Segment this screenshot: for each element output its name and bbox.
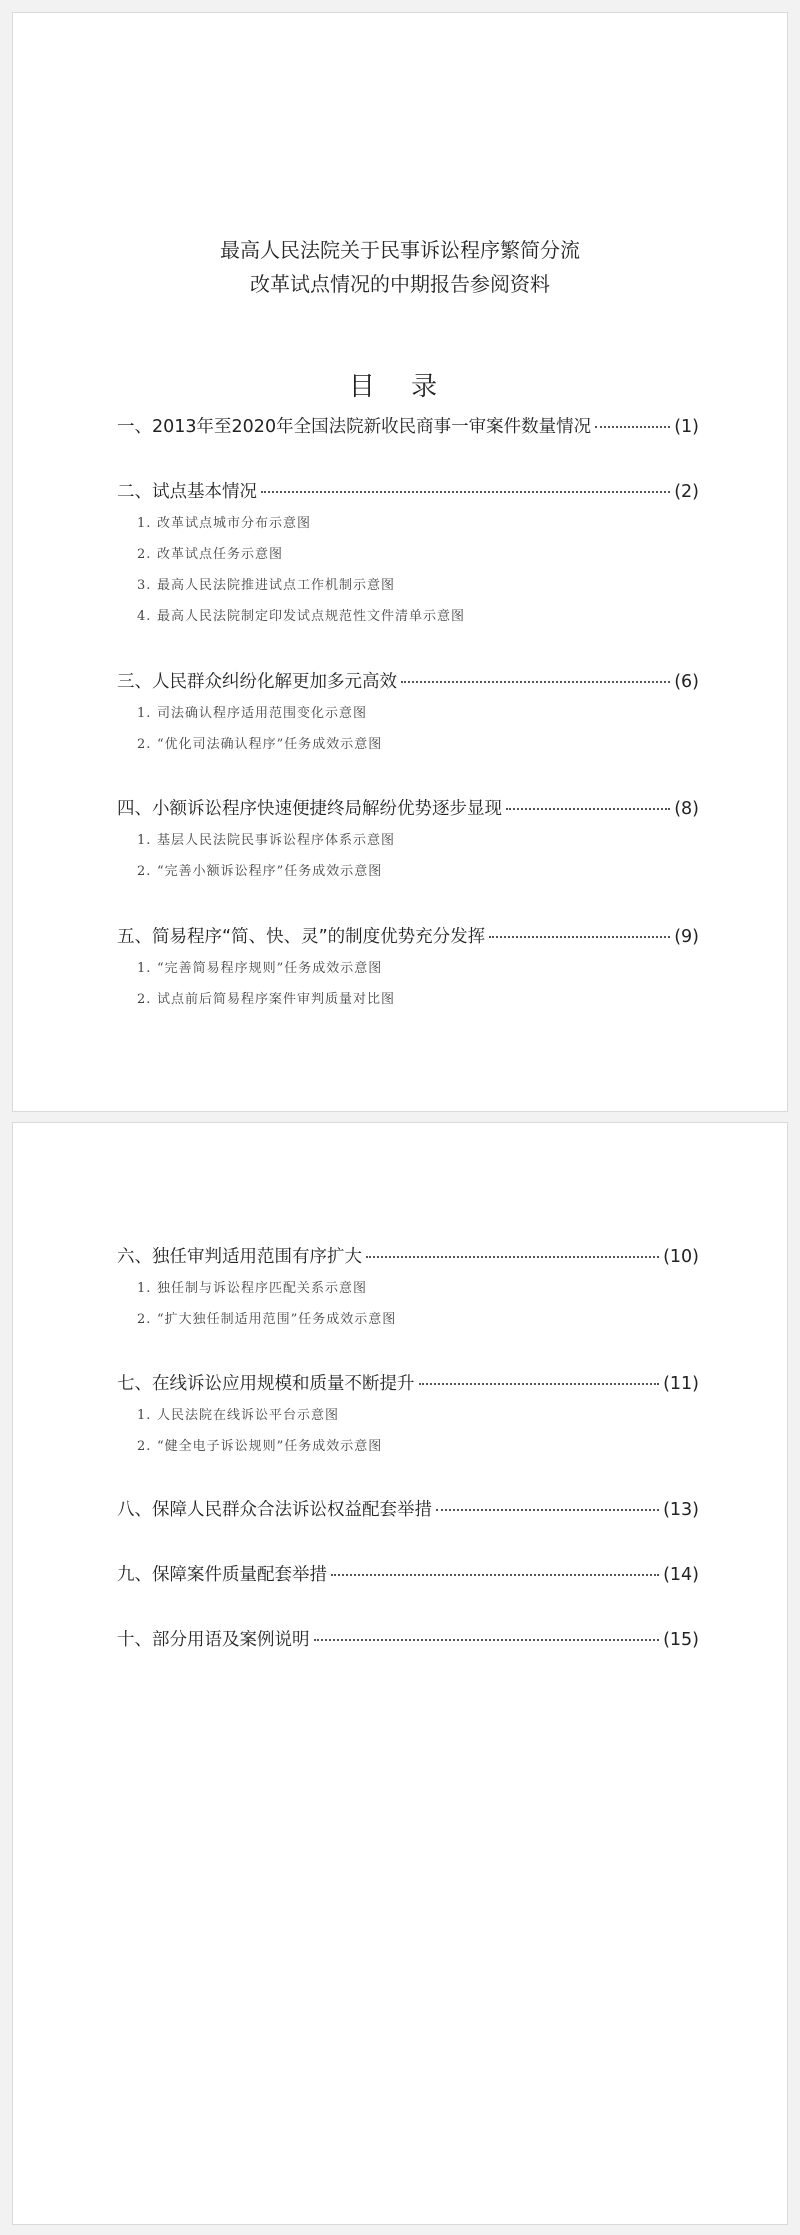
toc-sub-item-number: 4. [137,609,152,624]
toc-sub-item[interactable] [137,1273,699,1304]
toc-section-4 [117,795,699,887]
toc-entry[interactable] [117,923,699,953]
toc-sub-item[interactable] [137,856,699,887]
toc-entry[interactable] [117,1496,699,1526]
document-title-line-1: 最高人民法院关于民事诉讼程序繁简分流 [220,238,580,262]
toc-entry-title: 二、试点基本情况 [117,482,257,502]
toc-entry-page: (14) [663,1565,699,1585]
toc-sub-item[interactable] [137,953,699,984]
document-page-2 [12,1122,788,2225]
toc-sub-item-text: 独任制与诉讼程序匹配关系示意图 [157,1281,368,1296]
toc-entry[interactable] [117,413,699,443]
toc-section-5 [117,923,699,1015]
dot-leader [331,1574,659,1576]
dot-leader [595,426,670,428]
toc-sub-item-number: 2. [137,547,152,562]
dot-leader [366,1256,659,1258]
toc-sub-item-number: 2. [137,737,152,752]
document-page-1 [12,12,788,1112]
toc-sub-item-number: 1. [137,961,152,976]
toc-sub-item-text: “完善小额诉讼程序”任务成效示意图 [157,864,383,879]
toc-sub-item-number: 1. [137,706,152,721]
toc-section-9 [117,1561,699,1591]
toc-sub-item-number: 2. [137,992,152,1007]
toc-sub-item-number: 3. [137,578,152,593]
toc-sub-item[interactable] [137,729,699,760]
dot-leader [401,681,670,683]
toc-sub-list [117,953,699,1015]
toc-sub-list [117,698,699,760]
toc-entry-title: 八、保障人民群众合法诉讼权益配套举措 [117,1500,432,1520]
toc-section-2 [117,478,699,632]
dot-leader [436,1509,659,1511]
toc-sub-item-text: “完善简易程序规则”任务成效示意图 [157,961,383,976]
toc-sub-item-number: 2. [137,864,152,879]
toc-entry[interactable] [117,795,699,825]
toc-sub-item-text: 最高人民法院推进试点工作机制示意图 [157,578,396,593]
toc-section-10 [117,1626,699,1656]
toc-sub-item-number: 2. [137,1312,152,1327]
toc-sub-item[interactable] [137,508,699,539]
toc-sub-item-text: 司法确认程序适用范围变化示意图 [157,706,368,721]
toc-sub-item[interactable] [137,1431,699,1462]
toc-sub-item-number: 1. [137,1281,152,1296]
toc-sub-list [117,825,699,887]
toc-sub-item[interactable] [137,570,699,601]
toc-sub-item-text: 改革试点城市分布示意图 [157,516,312,531]
toc-entry-page: (8) [674,799,699,819]
dot-leader [419,1383,660,1385]
dot-leader [489,936,670,938]
toc-sub-item-text: 试点前后简易程序案件审判质量对比图 [157,992,396,1007]
toc-sub-list [117,1400,699,1462]
toc-entry-page: (10) [663,1247,699,1267]
document-title-line-2: 改革试点情况的中期报告参阅资料 [250,272,550,296]
toc-entry-page: (9) [674,927,699,947]
toc-sub-item[interactable] [137,825,699,856]
toc-section-1 [117,413,699,443]
toc-entry-page: (11) [663,1374,699,1394]
toc-entry-page: (6) [674,672,699,692]
toc-entry[interactable] [117,1626,699,1656]
toc-entry-title: 九、保障案件质量配套举措 [117,1565,327,1585]
toc-entry-page: (15) [663,1630,699,1650]
toc-sub-item[interactable] [137,1304,699,1335]
toc-sub-item-text: 最高人民法院制定印发试点规范性文件清单示意图 [157,609,466,624]
toc-sub-list [117,1273,699,1335]
toc-sub-item[interactable] [137,601,699,632]
toc-sub-item-text: 改革试点任务示意图 [157,547,284,562]
toc-section-6 [117,1243,699,1335]
toc-sub-item-text: “扩大独任制适用范围”任务成效示意图 [157,1312,397,1327]
toc-sub-item-number: 1. [137,1408,152,1423]
toc-entry-title: 七、在线诉讼应用规模和质量不断提升 [117,1374,415,1394]
toc-sub-item-text: 基层人民法院民事诉讼程序体系示意图 [157,833,396,848]
dot-leader [314,1639,660,1641]
toc-entry-page: (13) [663,1500,699,1520]
dot-leader [506,808,670,810]
toc-sub-item[interactable] [137,1400,699,1431]
dot-leader [261,491,670,493]
toc-entry[interactable] [117,1561,699,1591]
toc-sub-item-text: “健全电子诉讼规则”任务成效示意图 [157,1439,383,1454]
toc-entry[interactable] [117,668,699,698]
toc-entry[interactable] [117,1243,699,1273]
toc-section-7 [117,1370,699,1462]
toc-sub-item[interactable] [137,698,699,729]
toc-entry-title: 一、2013年至2020年全国法院新收民商事一审案件数量情况 [117,417,592,437]
toc-sub-item-number: 2. [137,1439,152,1454]
toc-entry-title: 五、简易程序“简、快、灵”的制度优势充分发挥 [117,927,486,947]
toc-entry-page: (1) [674,417,699,437]
toc-heading: 目 录 [348,372,452,402]
toc-entry[interactable] [117,1370,699,1400]
document-title [13,233,787,301]
toc-sub-item[interactable] [137,539,699,570]
toc-entry-title: 四、小额诉讼程序快速便捷终局解纷优势逐步显现 [117,799,502,819]
toc-entry-title: 三、人民群众纠纷化解更加多元高效 [117,672,397,692]
toc-sub-list [117,508,699,632]
toc-sub-item-text: “优化司法确认程序”任务成效示意图 [157,737,383,752]
toc-sub-item-text: 人民法院在线诉讼平台示意图 [157,1408,340,1423]
toc-entry-page: (2) [674,482,699,502]
toc-entry-title: 六、独任审判适用范围有序扩大 [117,1247,362,1267]
toc-sub-item[interactable] [137,984,699,1015]
toc-sub-item-number: 1. [137,833,152,848]
toc-entry[interactable] [117,478,699,508]
toc-entry-title: 十、部分用语及案例说明 [117,1630,310,1650]
toc-section-8 [117,1496,699,1526]
toc-section-3 [117,668,699,760]
toc-sub-item-number: 1. [137,516,152,531]
